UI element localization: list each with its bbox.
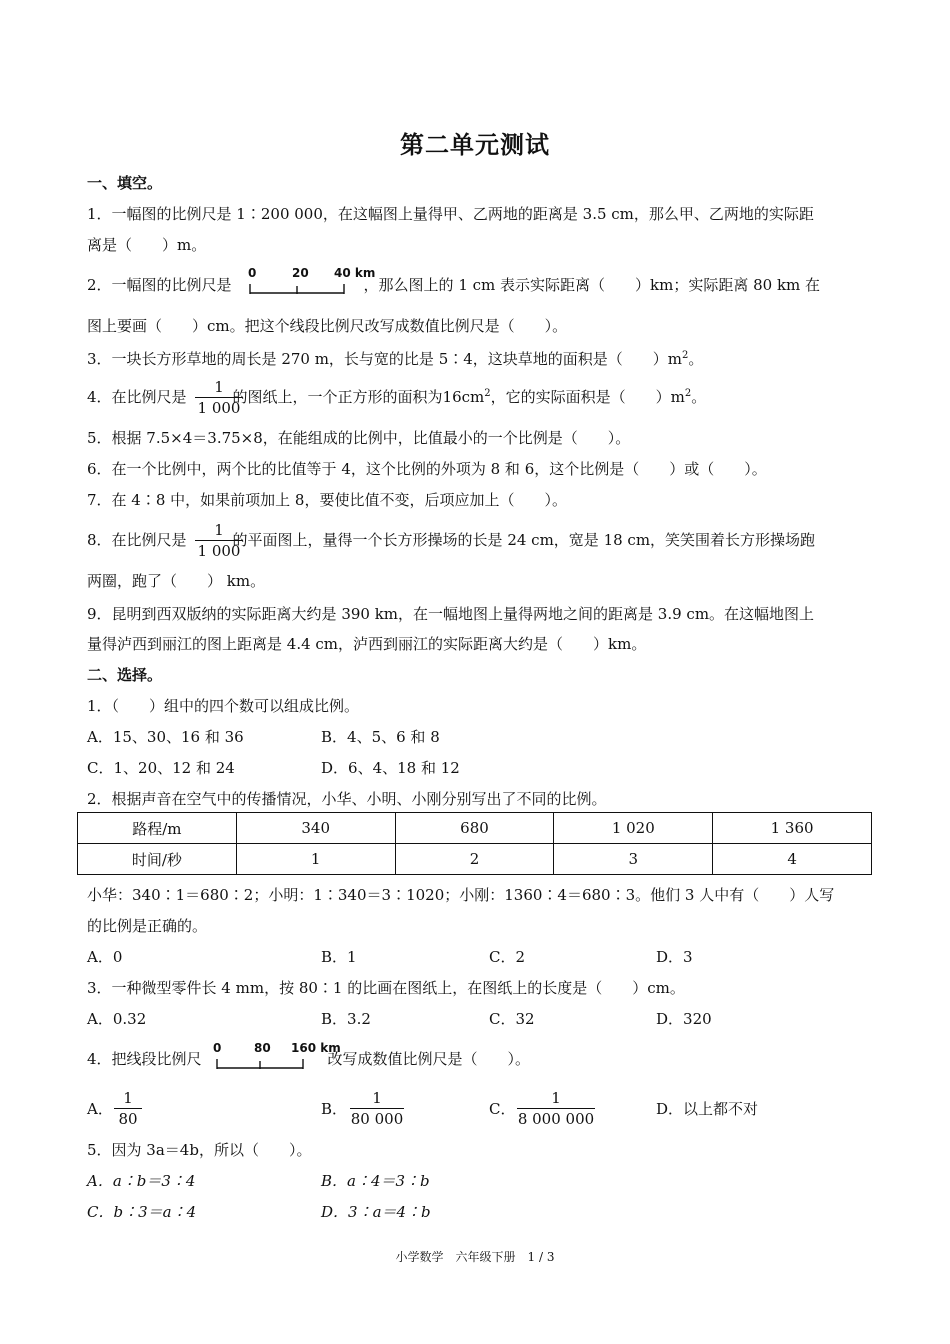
q2-4-option-a: A．: [87, 1100, 113, 1118]
scale-label-80: 80: [254, 1041, 271, 1055]
q2-5-option-d: D．3∶a＝4∶b: [321, 1203, 431, 1221]
q2-1-option-b: B．4、5、6 和 8: [321, 728, 440, 746]
table-cell: 1 020: [554, 813, 713, 844]
page-footer: 小学数学 六年级下册 1 / 3: [395, 1250, 555, 1264]
q2-1-option-c: C．1、20、12 和 24: [87, 759, 235, 777]
section-1-heading: 一、填空。: [87, 174, 163, 192]
q2-4-option-d: D．以上都不对: [656, 1100, 759, 1118]
table-cell: 3: [554, 844, 713, 875]
q2-2-line2: 的比例是正确的。: [87, 917, 208, 935]
q2-3: 3．一种微型零件长 4 mm，按 80∶1 的比画在图纸上，在图纸上的长度是（ ）cm。: [87, 979, 685, 997]
table-cell: 1: [236, 844, 395, 875]
fraction-q1-4: 1 1 000: [195, 377, 243, 418]
q2-4-option-c: C．: [489, 1100, 516, 1118]
q2-2: 2．根据声音在空气中的传播情况，小华、小明、小刚分别写出了不同的比例。: [87, 790, 607, 808]
scale-label-160: 160 km: [291, 1041, 341, 1055]
q2-3-option-a: A．0.32: [87, 1010, 147, 1028]
sound-data-table: [77, 812, 872, 875]
q2-2-option-c: C．2: [489, 948, 526, 966]
q1-7: 7．在 4∶8 中，如果前项加上 8，要使比值不变，后项应加上（ ）。: [87, 491, 567, 509]
q1-5: 5．根据 7.5×4＝3.75×8，在能组成的比例中，比值最小的一个比例是（ ）。: [87, 429, 631, 447]
q1-8-line2: 两圈，跑了（ ） km。: [87, 572, 266, 590]
scale-label-0: 0: [213, 1041, 222, 1055]
q2-2-line1: 小华：340∶1＝680∶2；小明：1∶340＝3∶1020；小刚：1360∶4＝680∶3。他们 3 人中有（ ）人写: [87, 886, 835, 904]
scale-label-0: 0: [248, 266, 257, 280]
table-cell: 340: [236, 813, 395, 844]
table-row: [78, 844, 872, 875]
table-cell: 4: [713, 844, 872, 875]
q2-1: 1．（ ）组中的四个数可以组成比例。: [87, 697, 360, 715]
q2-2-option-b: B．1: [321, 948, 357, 966]
scale-bar-graphic: [215, 1055, 315, 1071]
q1-2-line1: 2．一幅图的比例尺是 ，那么图上的 1 cm 表示实际距离（ ）km；实际距离 80 km 在: [87, 276, 821, 294]
q2-5: 5．因为 3a＝4b，所以（ ）。: [87, 1141, 312, 1159]
q1-2-line2: 图上要画（ ）cm。把这个线段比例尺改写成数值比例尺是（ ）。: [87, 317, 568, 335]
scale-bar-graphic: [248, 280, 358, 296]
table-row: [78, 813, 872, 844]
q1-6: 6．在一个比例中，两个比的比值等于 4，这个比例的外项为 8 和 6，这个比例是（ ）或（ ）。: [87, 460, 767, 478]
q2-2-option-a: A．0: [87, 948, 123, 966]
table-cell: 2: [395, 844, 554, 875]
table-cell: 680: [395, 813, 554, 844]
q1-3: 3．一块长方形草地的周长是 270 m，长与宽的比是 5∶4，这块草地的面积是（ ）$m^2$。: [87, 350, 704, 368]
fraction-q1-8: 1 1 000: [195, 520, 243, 561]
q2-1-option-d: D．6、4、18 和 12: [321, 759, 460, 777]
fraction-option-b: 1 80 000: [350, 1089, 404, 1128]
q1-9-line1: 9．昆明到西双版纳的实际距离大约是 390 km，在一幅地图上量得两地之间的距离是 3.9 cm。在这幅地图上: [87, 605, 815, 623]
q1-4: 4．在比例尺是 的图纸上，一个正方形的面积为$16cm^2$，它的实际面积是（ ）$m^2$。: [87, 388, 707, 406]
section-2-heading: 二、选择。: [87, 666, 163, 684]
table-cell: 1 360: [713, 813, 872, 844]
scale-label-20: 20: [292, 266, 309, 280]
table-cell: 路程/m: [78, 813, 237, 844]
q2-3-option-c: C．32: [489, 1010, 535, 1028]
q2-5-option-a: A．a∶b＝3∶4: [87, 1172, 196, 1190]
q2-2-option-d: D．3: [656, 948, 693, 966]
q2-4: 4．把线段比例尺 改写成数值比例尺是（ ）。: [87, 1050, 531, 1068]
q2-5-option-c: C．b∶3＝a∶4: [87, 1203, 197, 1221]
q1-1-line2: 离是（ ）m。: [87, 236, 207, 254]
q2-5-option-b: B．a∶4＝3∶b: [321, 1172, 430, 1190]
page-title: 第二单元测试: [400, 130, 550, 159]
q2-3-option-d: D．320: [656, 1010, 712, 1028]
scale-bar-q2-4: [213, 1041, 339, 1073]
scale-bar-q1-2: [246, 266, 376, 298]
q2-1-option-a: A．15、30、16 和 36: [87, 728, 244, 746]
fraction-option-c: 1 8 000 000: [517, 1089, 595, 1128]
q1-8-line1: 8．在比例尺是 的平面图上，量得一个长方形操场的长是 24 cm，宽是 18 cm，笑笑围着长方形操场跑: [87, 531, 816, 549]
scale-label-40: 40 km: [334, 266, 376, 280]
q1-1-line1: 1．一幅图的比例尺是 1∶200 000，在这幅图上量得甲、乙两地的距离是 3.5 cm，那么甲、乙两地的实际距: [87, 205, 814, 223]
fraction-option-a: 1 80: [114, 1088, 142, 1129]
q1-9-line2: 量得泸西到丽江的图上距离是 4.4 cm，泸西到丽江的实际距离大约是（ ）km。: [87, 635, 647, 653]
q2-3-option-b: B．3.2: [321, 1010, 371, 1028]
table-cell: 时间/秒: [78, 844, 237, 875]
q2-4-option-b: B．: [321, 1100, 348, 1118]
